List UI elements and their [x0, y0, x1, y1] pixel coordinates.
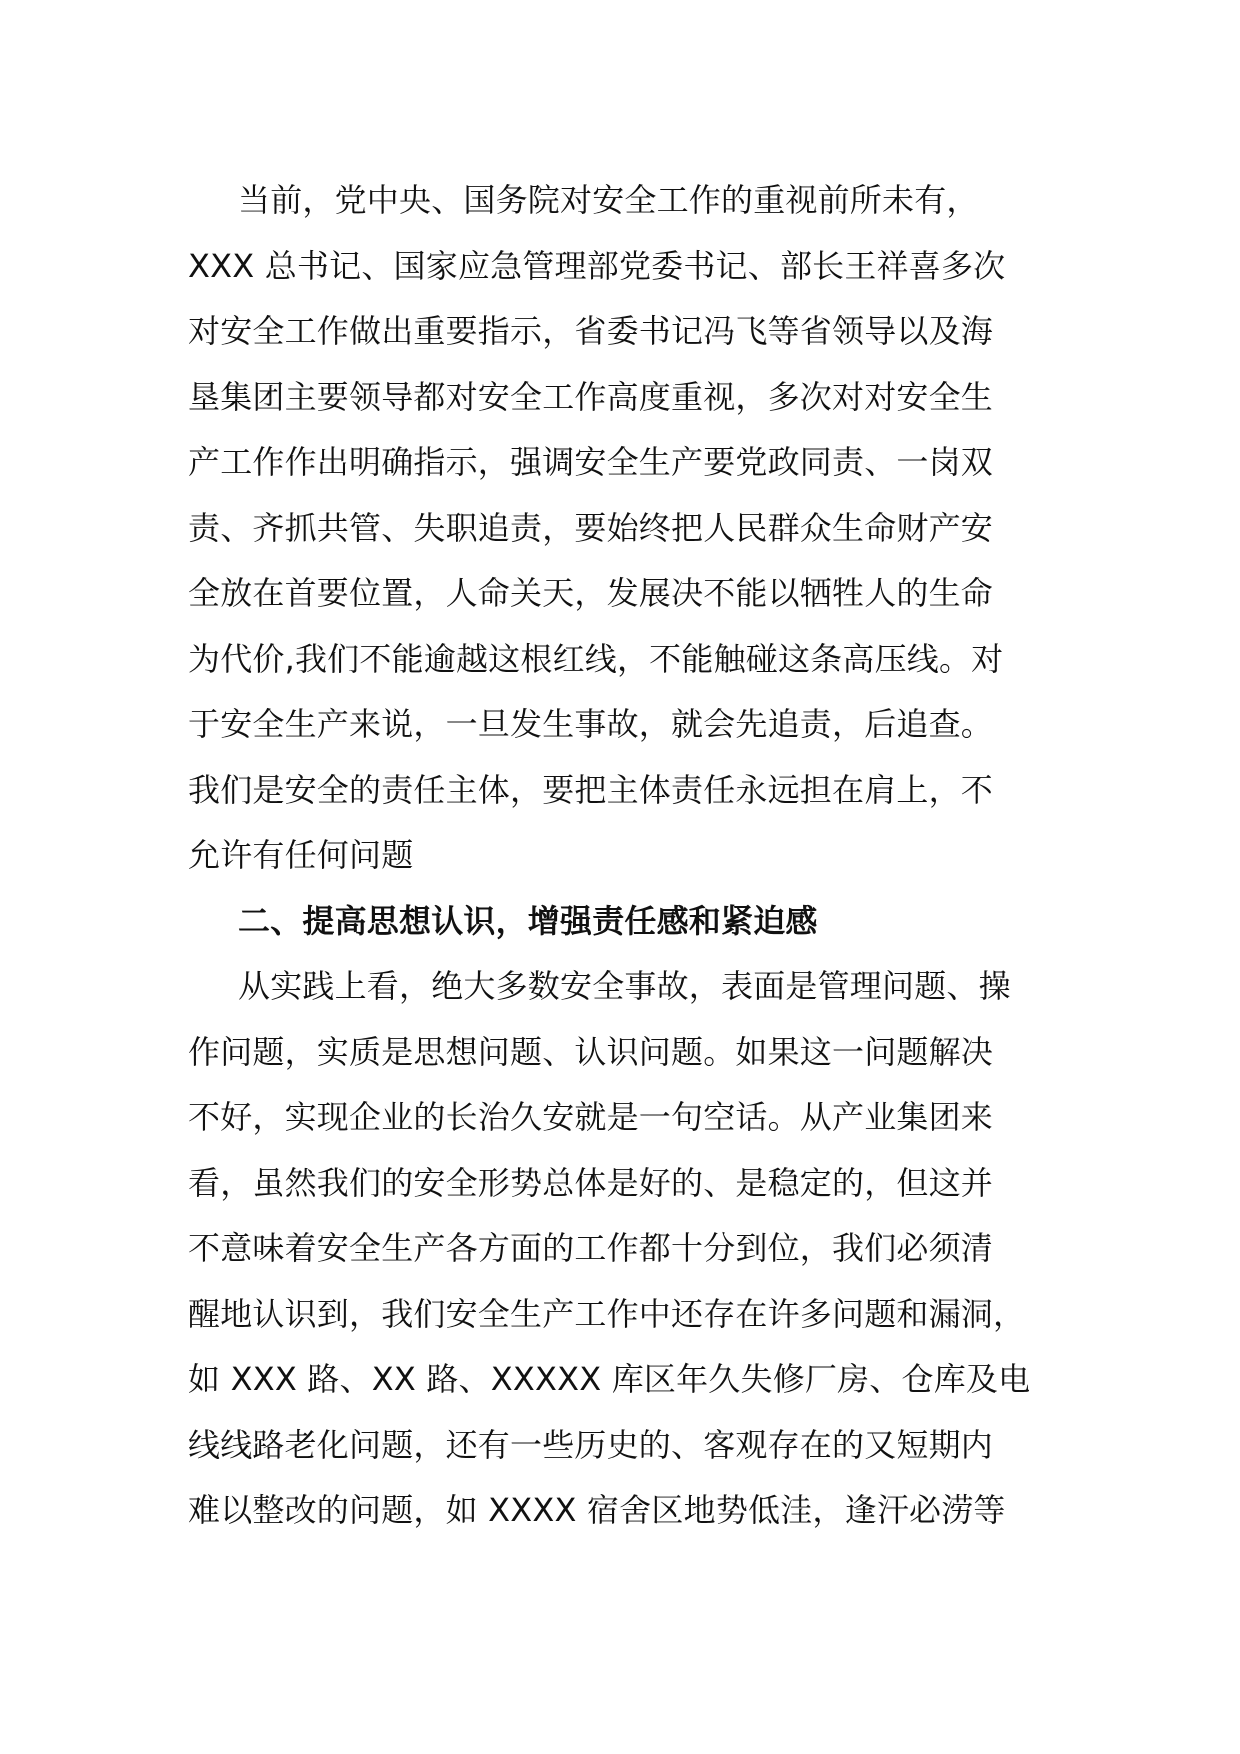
paragraph-line: 看，虽然我们的安全形势总体是好的、是稳定的，但这并 — [188, 1163, 994, 1202]
paragraph-line: 对安全工作做出重要指示，省委书记冯飞等省领导以及海 — [188, 312, 994, 350]
paragraph-line: 如 XXX 路、XX 路、XXXXX 库区年久失修厂房、仓库及电 — [188, 1360, 1031, 1398]
paragraph-line: 全放在首要位置，人命关天，发展决不能以牺牲人的生命 — [188, 574, 994, 612]
paragraph-line: 产工作作出明确指示，强调安全生产要党政同责、一岗双 — [188, 443, 994, 481]
document-body — [188, 168, 1068, 1544]
paragraph-line: 难以整改的问题，如 XXXX 宿舍区地势低洼，逢汗必涝等 — [188, 1491, 1006, 1529]
paragraph-line: 为代价,我们不能逾越这根红线，不能触碰这条高压线。对 — [188, 639, 1004, 678]
section-heading: 二、提高思想认识，增强责任感和紧迫感 — [238, 901, 818, 940]
paragraph-line: 线线路老化问题，还有一些历史的、客观存在的又短期内 — [188, 1425, 994, 1464]
paragraph-line: 不意味着安全生产各方面的工作都十分到位，我们必须清 — [188, 1229, 994, 1267]
paragraph-2 — [188, 954, 1068, 1544]
paragraph-line: 于安全生产来说，一旦发生事故，就会先追责，后追查。 — [188, 705, 994, 743]
paragraph-line: 垦集团主要领导都对安全工作高度重视，多次对对安全生 — [188, 377, 994, 416]
paragraph-1 — [188, 168, 1068, 889]
paragraph-line: 从实践上看，绝大多数安全事故，表面是管理问题、操 — [238, 967, 1011, 1005]
paragraph-line: 责、齐抓共管、失职追责，要始终把人民群众生命财产安 — [188, 508, 994, 547]
paragraph-line: XXX 总书记、国家应急管理部党委书记、部长王祥喜多次 — [188, 246, 1006, 285]
paragraph-line: 不好，实现企业的长治久安就是一句空话。从产业集团来 — [188, 1098, 994, 1136]
paragraph-line: 当前，党中央、国务院对安全工作的重视前所未有， — [238, 181, 979, 219]
paragraph-line: 作问题，实质是思想问题、认识问题。如果这一问题解决 — [188, 1032, 994, 1071]
paragraph-line: 我们是安全的责任主体，要把主体责任永远担在肩上，不 — [188, 770, 994, 809]
paragraph-line: 允许有任何问题 — [188, 836, 414, 874]
paragraph-line: 醒地认识到，我们安全生产工作中还存在许多问题和漏洞， — [188, 1294, 1026, 1333]
